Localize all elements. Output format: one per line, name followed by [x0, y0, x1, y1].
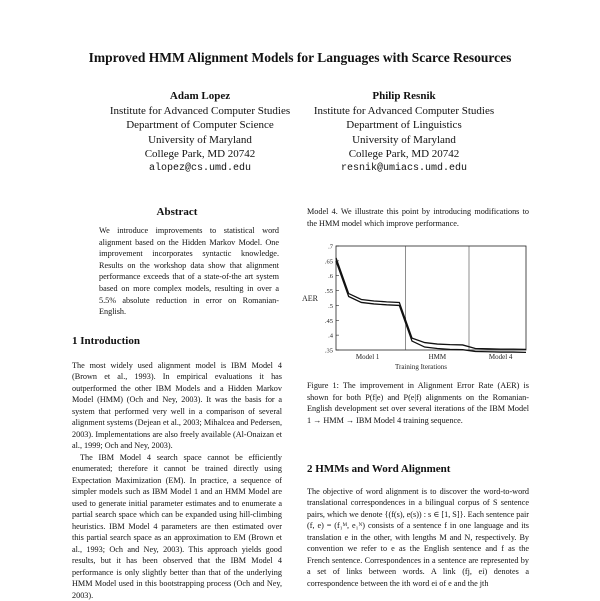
plot-frame [336, 246, 526, 350]
section-heading-hmm: 2 HMMs and Word Alignment [307, 464, 529, 476]
section-2-paragraph: The objective of word alignment is to discover the word-to-word translational correspondences in a bilingual corpus of S sentence pairs, which we denote {(f(s), e(s)) : s ∈ [1, S]}. Each sentence pair (f, e) = (f₁ᴹ, e₁ᴺ) consists of a sentence f in one language and its translation e in the other, with lengths M and N, respectively. By convention we refer to e as the English sentence and f as the French sentence. Correspondences in a sentence are represented by a set of links between words. A link (fj, ei) denotes a correspondence between the ith word ei of e and the jth [307, 486, 529, 590]
y-tick-label: .5 [328, 303, 333, 310]
right-column [307, 206, 529, 229]
paper-title: Improved HMM Alignment Models for Languages with Scarce Resources [0, 50, 600, 66]
affiliation-line: Institute for Advanced Computer Studies [92, 104, 308, 119]
series-line-2 [336, 261, 526, 353]
y-tick-label: .55 [325, 288, 333, 295]
intro-paragraph-1: The most widely used alignment model is IBM Model 4 (Brown et al., 1993). In empirical evaluations it has outperformed the other IBM Models and a Hidden Markov Model (HMM) (Och and Ney, 2003). It was the basis for a system that performed very well in a comparison of several alignment systems (Dejean et al., 2003; Mihalcea and Pedersen, 2003). Implementations are also freely available (Al-Onaizan et al., 1999; Och and Ney, 2003). [72, 360, 282, 452]
section-2 [307, 464, 529, 589]
author-block-1 [92, 89, 308, 177]
affiliation-line: Department of Linguistics [296, 118, 512, 133]
y-tick-label: .45 [325, 318, 333, 325]
author-block-2 [296, 89, 512, 177]
x-tick-label: HMM [429, 353, 447, 361]
x-tick-label: Model 1 [356, 353, 380, 361]
affiliation-line: University of Maryland [296, 133, 512, 148]
figure-caption-text: Figure 1: The improvement in Alignment Error Rate (AER) is shown for both P(f|e) and P(e|f) alignments on the Romanian-English development set over several iterations of the IBM Model 1 → HMM → IBM Model 4 training sequence. [307, 380, 529, 426]
x-tick-label: Model 4 [489, 353, 513, 361]
intro-paragraph-2: The IBM Model 4 search space cannot be efficiently enumerated; therefore it cannot be trained directly using Expectation Maximization (EM). In practice, a sequence of simpler models such as IBM Model 1 and an HMM Model are used to generate initial parameter estimates and to enumerate a partial search space which can be expanded using hill-climbing heuristics. IBM Model 4 parameters are then estimated over this partial search space as an approximation to EM (Brown et al., 1993; Och and Ney, 2003). This approach yields good results, but it has been observed that the IBM Model 4 performance is only slightly better than that of the underlying HMM Model used in this bootstrapping process (Och and Ney, 2003). [72, 452, 282, 601]
abstract-heading: Abstract [72, 206, 282, 218]
author-email[interactable]: alopez@cs.umd.edu [92, 162, 308, 177]
affiliation-line: Department of Computer Science [92, 118, 308, 133]
abstract-text: We introduce improvements to statistical word alignment based on the Hidden Markov Model. One improvement incorporates syntactic knowledge. Results on the workshop data show that alignment performance exceeds that of a state-of-the art system based on more complex models, resulting in over a 5.5% absolute reduction in error on Romanian-English. [99, 225, 279, 318]
y-tick-label: .65 [325, 258, 333, 265]
chart-marks [336, 258, 526, 352]
affiliation-line: College Park, MD 20742 [296, 147, 512, 162]
affiliation-line: College Park, MD 20742 [92, 147, 308, 162]
author-name: Adam Lopez [92, 89, 308, 104]
figure-caption [307, 380, 529, 426]
left-column [72, 336, 282, 601]
affiliation-line: Institute for Advanced Computer Studies [296, 104, 512, 119]
y-tick-label: .35 [325, 348, 333, 355]
y-tick-label: .6 [328, 273, 334, 280]
author-name: Philip Resnik [296, 89, 512, 104]
y-tick-label: .4 [328, 333, 334, 340]
aer-chart [300, 240, 530, 375]
y-tick-label: .7 [328, 244, 334, 251]
section-heading-introduction: 1 Introduction [72, 336, 282, 348]
y-axis-label: AER [302, 294, 319, 303]
affiliation-line: University of Maryland [92, 133, 308, 148]
x-axis-label: Training Iterations [395, 363, 447, 371]
series-line-1 [336, 258, 526, 350]
author-email[interactable]: resnik@umiacs.umd.edu [296, 162, 512, 177]
right-column-top-text: Model 4. We illustrate this point by introducing modifications to the HMM model which improve performance. [307, 206, 529, 229]
